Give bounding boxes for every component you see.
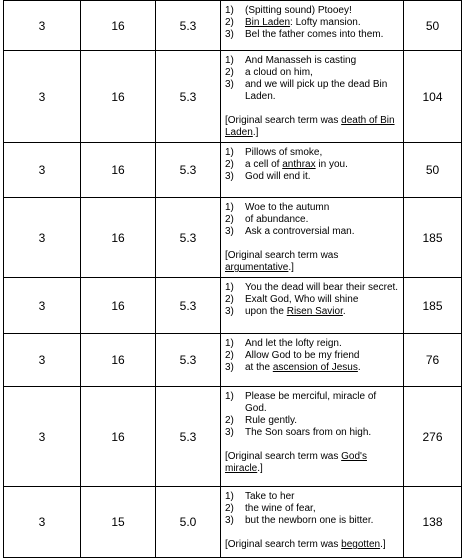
text-segment: .] bbox=[257, 463, 263, 474]
total-cell: 185 bbox=[404, 278, 462, 334]
line-number: 1) bbox=[225, 338, 234, 349]
poem-line bbox=[225, 202, 399, 214]
text-segment: .] bbox=[288, 262, 294, 273]
text-segment: And Manasseh is casting bbox=[245, 55, 357, 66]
line-number: 2) bbox=[225, 503, 234, 514]
poem-cell bbox=[221, 487, 404, 558]
text-segment: : Lofty mansion. bbox=[290, 17, 361, 28]
column-2-cell: 16 bbox=[81, 51, 156, 143]
text-segment: [Original search term was bbox=[225, 250, 339, 261]
poem-line bbox=[225, 171, 399, 183]
poem-cell bbox=[221, 278, 404, 334]
text-segment: but the newborn one is bitter. bbox=[245, 515, 374, 526]
text-segment: the wine of fear, bbox=[245, 503, 316, 514]
total-cell: 104 bbox=[404, 51, 462, 143]
line-number: 3) bbox=[225, 29, 234, 40]
poem-line bbox=[225, 5, 399, 17]
text-segment: of abundance. bbox=[245, 214, 309, 225]
poem-line bbox=[225, 427, 399, 439]
text-segment: a cell of bbox=[245, 159, 283, 170]
text-segment: [Original search term was bbox=[225, 115, 342, 126]
table-row bbox=[4, 278, 462, 334]
column-1-cell: 3 bbox=[4, 487, 81, 558]
poem-lines bbox=[225, 147, 399, 183]
text-segment: upon the bbox=[245, 306, 287, 317]
total-cell: 276 bbox=[404, 387, 462, 487]
text-segment: Rule gently. bbox=[245, 415, 298, 426]
text-segment: You the dead will bear their secret. bbox=[245, 282, 399, 293]
line-number: 1) bbox=[225, 491, 234, 502]
column-2-cell: 16 bbox=[81, 1, 156, 51]
column-1-cell: 3 bbox=[4, 1, 81, 51]
text-segment: Allow God to be my friend bbox=[245, 350, 360, 361]
poem-line bbox=[225, 491, 399, 503]
search-term-link[interactable]: God's miracle bbox=[225, 451, 367, 474]
column-3-cell: 5.3 bbox=[156, 334, 221, 387]
text-segment: at the bbox=[245, 362, 273, 373]
line-number: 3) bbox=[225, 171, 234, 182]
text-segment: And let the lofty reign. bbox=[245, 338, 342, 349]
column-2-cell: 16 bbox=[81, 387, 156, 487]
search-term-link[interactable]: begotten bbox=[341, 539, 381, 550]
line-number: 2) bbox=[225, 415, 234, 426]
line-number: 1) bbox=[225, 391, 234, 402]
poem-line bbox=[225, 17, 399, 29]
poem-line bbox=[225, 214, 399, 226]
line-number: 2) bbox=[225, 350, 234, 361]
column-2-cell: 15 bbox=[81, 487, 156, 558]
column-3-cell: 5.3 bbox=[156, 143, 221, 198]
text-segment: .] bbox=[380, 539, 386, 550]
total-cell: 185 bbox=[404, 198, 462, 278]
poem-line bbox=[225, 306, 399, 318]
poem-cell bbox=[221, 198, 404, 278]
poem-line bbox=[225, 338, 399, 350]
total-cell: 138 bbox=[404, 487, 462, 558]
column-1-cell: 3 bbox=[4, 334, 81, 387]
table-row bbox=[4, 51, 462, 143]
poem-line bbox=[225, 294, 399, 306]
line-number: 2) bbox=[225, 294, 234, 305]
column-3-cell: 5.3 bbox=[156, 198, 221, 278]
search-term-link[interactable]: ascension of Jesus bbox=[272, 362, 358, 373]
column-2-cell: 16 bbox=[81, 198, 156, 278]
poem-lines bbox=[225, 491, 399, 527]
search-term-link[interactable]: Bin Laden bbox=[245, 17, 291, 28]
search-term-note bbox=[225, 115, 399, 139]
text-segment: .] bbox=[252, 127, 259, 138]
line-number: 3) bbox=[225, 427, 234, 438]
line-number: 3) bbox=[225, 515, 234, 526]
poem-lines bbox=[225, 391, 399, 439]
text-segment: Ask a controversial man. bbox=[245, 226, 355, 237]
column-3-cell: 5.0 bbox=[156, 487, 221, 558]
search-term-link[interactable]: argumentative bbox=[225, 262, 289, 273]
text-segment: a cloud on him, bbox=[245, 67, 313, 78]
column-1-cell: 3 bbox=[4, 278, 81, 334]
column-2-cell: 16 bbox=[81, 334, 156, 387]
line-number: 2) bbox=[225, 214, 234, 225]
line-number: 2) bbox=[225, 17, 234, 28]
text-segment: in you. bbox=[315, 159, 348, 170]
poem-line bbox=[225, 350, 399, 362]
poem-line bbox=[225, 282, 399, 294]
column-1-cell: 3 bbox=[4, 198, 81, 278]
text-segment: . bbox=[357, 362, 361, 373]
column-1-cell: 3 bbox=[4, 387, 81, 487]
text-segment: [Original search term was bbox=[225, 539, 342, 550]
poem-cell bbox=[221, 143, 404, 198]
poem-cell bbox=[221, 387, 404, 487]
poem-line bbox=[225, 515, 399, 527]
poem-line bbox=[225, 29, 399, 41]
column-2-cell: 16 bbox=[81, 143, 156, 198]
total-cell: 50 bbox=[404, 143, 462, 198]
line-number: 1) bbox=[225, 5, 234, 16]
text-segment: The Son soars from on high. bbox=[245, 427, 372, 438]
text-segment: and we will pick up the dead Bin Laden. bbox=[245, 79, 388, 102]
poem-lines bbox=[225, 5, 399, 41]
search-term-note bbox=[225, 250, 399, 274]
search-term-link[interactable]: Risen Savior bbox=[286, 306, 343, 317]
table-row bbox=[4, 487, 462, 558]
table-row bbox=[4, 387, 462, 487]
poem-cell bbox=[221, 1, 404, 51]
text-segment: . bbox=[342, 306, 346, 317]
table-row bbox=[4, 198, 462, 278]
poem-lines bbox=[225, 202, 399, 238]
poem-line bbox=[225, 226, 399, 238]
line-number: 1) bbox=[225, 202, 234, 213]
search-term-note bbox=[225, 539, 399, 551]
text-segment: Bel the father comes into them. bbox=[245, 29, 384, 40]
table-row bbox=[4, 143, 462, 198]
poem-line bbox=[225, 503, 399, 515]
table-row bbox=[4, 1, 462, 51]
column-3-cell: 5.3 bbox=[156, 1, 221, 51]
poem-line bbox=[225, 391, 399, 415]
text-segment: Please be merciful, miracle of God. bbox=[245, 391, 377, 414]
poem-line bbox=[225, 55, 399, 67]
poem-line bbox=[225, 159, 399, 171]
line-number: 1) bbox=[225, 55, 234, 66]
search-term-link[interactable]: death of Bin Laden bbox=[225, 115, 395, 138]
text-segment: Exalt God, Who will shine bbox=[245, 294, 359, 305]
column-3-cell: 5.3 bbox=[156, 278, 221, 334]
poem-line bbox=[225, 79, 399, 103]
poem-line bbox=[225, 67, 399, 79]
line-number: 3) bbox=[225, 226, 234, 237]
poem-line bbox=[225, 362, 399, 374]
text-segment: Pillows of smoke, bbox=[245, 147, 323, 158]
text-segment: Woe to the autumn bbox=[245, 202, 330, 213]
poem-line bbox=[225, 415, 399, 427]
poem-lines bbox=[225, 338, 399, 374]
poem-cell bbox=[221, 334, 404, 387]
results-table-body bbox=[4, 1, 462, 558]
column-1-cell: 3 bbox=[4, 51, 81, 143]
total-cell: 76 bbox=[404, 334, 462, 387]
poem-lines bbox=[225, 282, 399, 318]
text-segment: [Original search term was bbox=[225, 451, 342, 462]
poem-lines bbox=[225, 55, 399, 103]
line-number: 2) bbox=[225, 67, 234, 78]
poem-line bbox=[225, 147, 399, 159]
line-number: 3) bbox=[225, 306, 234, 317]
search-term-note bbox=[225, 451, 399, 475]
line-number: 1) bbox=[225, 282, 234, 293]
column-2-cell: 16 bbox=[81, 278, 156, 334]
results-table bbox=[3, 0, 462, 558]
line-number: 3) bbox=[225, 362, 234, 373]
text-segment: Take to her bbox=[245, 491, 295, 502]
column-1-cell: 3 bbox=[4, 143, 81, 198]
column-3-cell: 5.3 bbox=[156, 51, 221, 143]
poem-cell bbox=[221, 51, 404, 143]
line-number: 1) bbox=[225, 147, 234, 158]
total-cell: 50 bbox=[404, 1, 462, 51]
search-term-link[interactable]: anthrax bbox=[282, 159, 316, 170]
line-number: 2) bbox=[225, 159, 234, 170]
text-segment: God will end it. bbox=[245, 171, 311, 182]
line-number: 3) bbox=[225, 79, 234, 90]
table-row bbox=[4, 334, 462, 387]
text-segment: (Spitting sound) Ptooey! bbox=[245, 5, 352, 16]
column-3-cell: 5.3 bbox=[156, 387, 221, 487]
